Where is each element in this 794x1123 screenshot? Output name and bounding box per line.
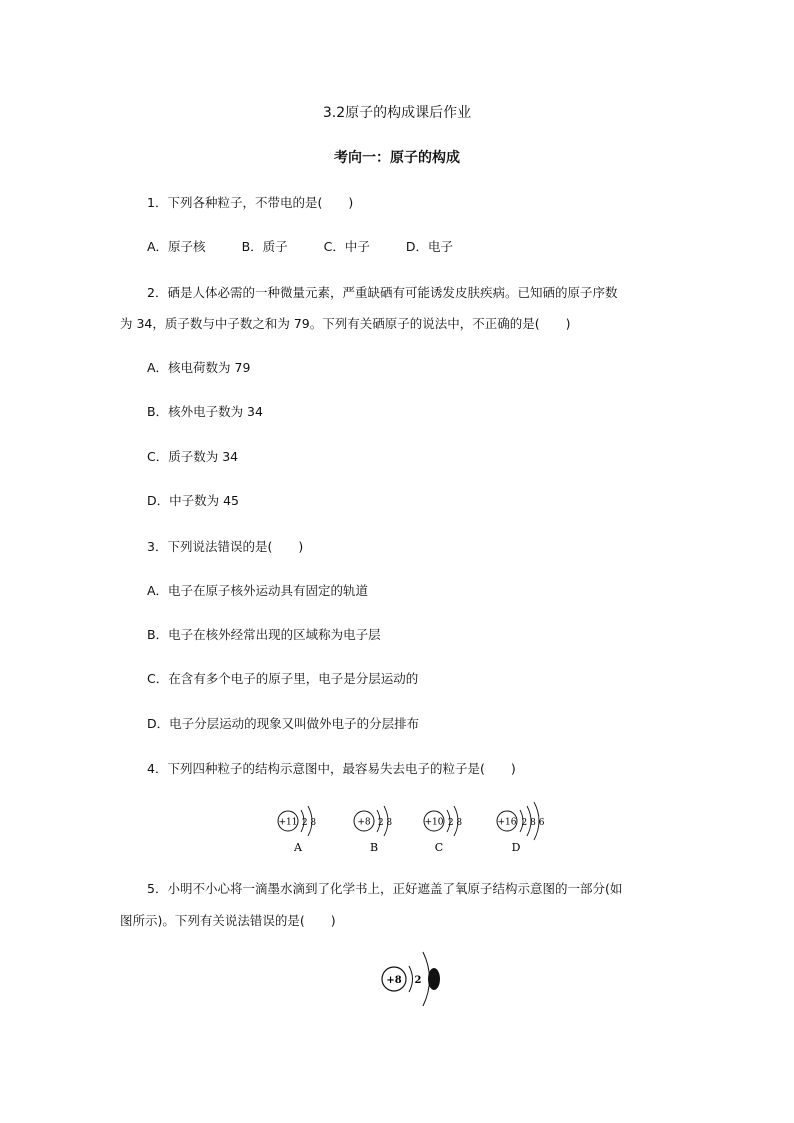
question-2-option-b: B．核外电子数为 34 [147,404,263,419]
question-3-option-b: B．电子在核外经常出现的区域称为电子层 [147,627,381,642]
question-2-option-d: D．中子数为 45 [147,493,240,508]
option-b: B．质子 [241,239,288,254]
oxygen-atom-diagram [378,950,448,1010]
atom-diagrams-svg [270,795,560,857]
option-d: D．电子 [405,239,454,254]
question-2-option-a: A．核电荷数为 79 [147,360,251,375]
question-3-option-a: A．电子在原子核外运动具有固定的轨道 [147,583,369,598]
option-c: C．中子 [323,239,370,254]
diagram-label: B [369,841,379,854]
question-5-stem: 5．小明不小心将一滴墨水滴到了化学书上，正好遮盖了氧原子结构示意图的一部分(如 [147,881,623,896]
atom-diagram-b [354,806,392,854]
oxygen-atom-svg [378,950,448,1010]
nucleus-charge: +16 [497,817,517,828]
question-3-option-d: D．电子分层运动的现象又叫做外电子的分层排布 [147,716,420,731]
electron-shells: 2 8 6 [521,818,545,828]
nucleus-charge: +8 [357,817,371,828]
question-3-option-c: C．在含有多个电子的原子里，电子是分层运动的 [147,671,419,686]
question-4-stem: 4．下列四种粒子的结构示意图中，最容易失去电子的粒子是( ) [147,761,516,776]
electron-shells: 2 8 [377,818,393,828]
page-title: 3.2原子的构成课后作业 [322,105,472,121]
diagram-label: C [434,841,444,854]
question-2-stem-cont: 为 34，质子数与中子数之和为 79。下列有关硒原子的说法中，不正确的是( ) [120,316,571,331]
section-title: 考向一：原子的构成 [334,150,460,166]
atom-structure-diagrams [270,795,560,857]
electron-shells: 2 [414,975,422,986]
question-1-stem: 1．下列各种粒子，不带电的是( ) [147,195,354,210]
question-3-stem: 3．下列说法错误的是( ) [147,539,304,554]
atom-diagram-a [278,806,316,854]
atom-diagram-d [497,802,545,854]
question-2-stem: 2．硒是人体必需的一种微量元素，严重缺硒有可能诱发皮肤疾病。已知硒的原子序数 [147,285,618,300]
option-a: A．原子核 [147,239,206,254]
nucleus-charge: +10 [424,817,444,828]
nucleus-charge: +11 [278,817,298,828]
electron-shells: 2 8 [301,818,317,828]
question-1-options [147,237,489,255]
ink-blot [428,968,440,990]
nucleus-charge: +8 [386,975,402,986]
electron-shells: 2 8 [447,818,463,828]
diagram-label: A [294,841,302,854]
diagram-label: D [511,841,521,854]
question-2-option-c: C．质子数为 34 [147,449,239,464]
question-5-stem-cont: 图所示)。下列有关说法错误的是( ) [120,913,336,928]
atom-diagram-c [424,806,462,854]
